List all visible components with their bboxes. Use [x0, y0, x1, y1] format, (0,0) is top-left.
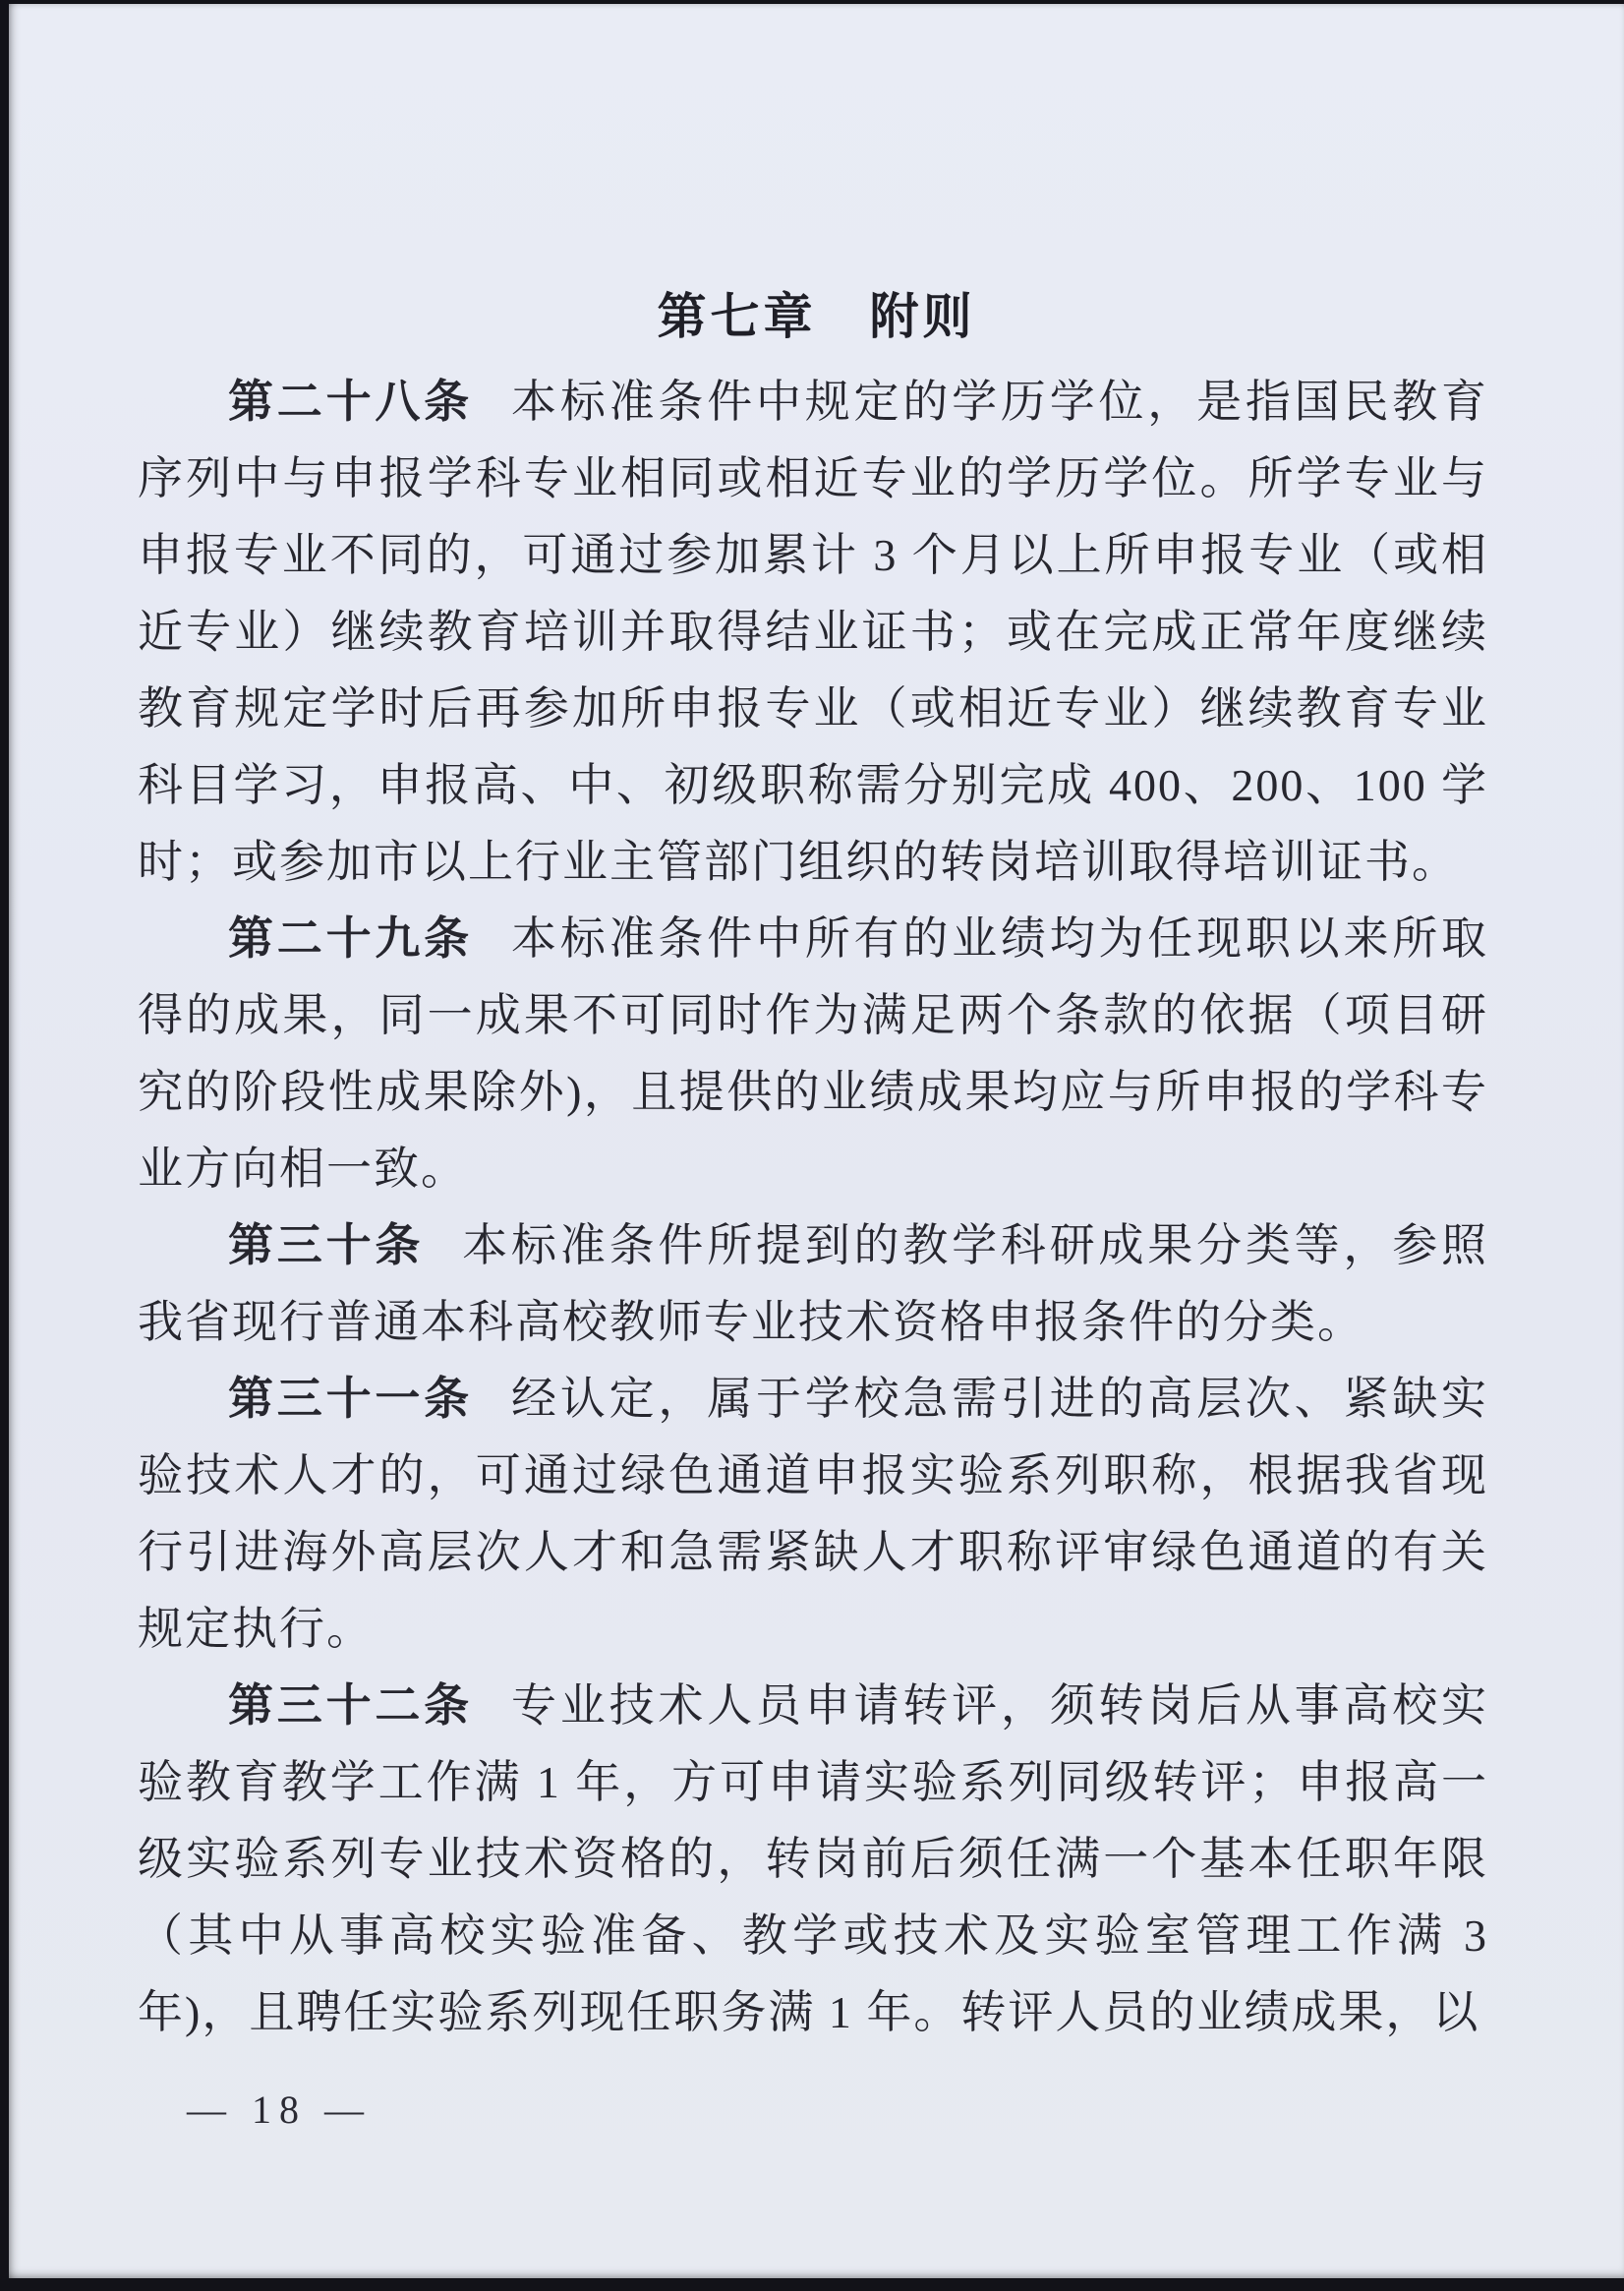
article-text: 本标准条件中规定的学历学位，是指国民教育序列中与申报学科专业相同或相近专业的学历学位。所学专业与申报专业不同的，可通过参加累计 3 个月以上所申报专业（或相近专业）继续教育培训并取得结业证书；或在完成正常年度继续教育规定学时后再参加所申报专业（或相近专业）继续教育专业科目学习，申报高、中、初级职称需分别完成 400、200、100 学时；或参加市以上行业主管部门组织的转岗培训取得培训证书。	[138, 377, 1489, 887]
article-number: 第三十条	[228, 1220, 425, 1270]
document-page	[9, 4, 1624, 2278]
article-number: 第二十九条	[228, 913, 473, 964]
article-number: 第三十一条	[228, 1374, 473, 1424]
article-text: 本标准条件所提到的教学科研成果分类等，参照我省现行普通本科高校教师专业技术资格申报条件的分类。	[138, 1220, 1489, 1347]
article-number: 第二十八条	[228, 377, 473, 427]
page-number: — 18 —	[187, 2087, 372, 2132]
document-body	[138, 364, 1488, 2051]
article-text: 本标准条件中所有的业绩均为任现职以来所取得的成果，同一成果不可同时作为满足两个条款的依据（项目研究的阶段性成果除外)，且提供的业绩成果均应与所申报的学科专业方向相一致。	[138, 913, 1489, 1194]
article-paragraph	[138, 901, 1488, 1207]
article-text: 专业技术人员申请转评，须转岗后从事高校实验教育教学工作满 1 年，方可申请实验系列同级转评；申报高一级实验系列专业技术资格的，转岗前后须任满一个基本任职年限（其中从事高校实验准备、教学或技术及实验室管理工作满 3 年)，且聘任实验系列现任职务满 1 年。转评人员的业绩成果，以	[138, 1680, 1489, 2037]
article-text: 经认定，属于学校急需引进的高层次、紧缺实验技术人才的，可通过绿色通道申报实验系列职称，根据我省现行引进海外高层次人才和急需紧缺人才职称评审绿色通道的有关规定执行。	[138, 1374, 1489, 1654]
article-paragraph	[138, 1361, 1488, 1668]
article-number: 第三十二条	[228, 1680, 473, 1731]
article-paragraph	[138, 364, 1488, 901]
chapter-title: 第七章 附则	[657, 289, 976, 344]
article-paragraph	[138, 1207, 1488, 1361]
article-paragraph	[138, 1668, 1488, 2051]
